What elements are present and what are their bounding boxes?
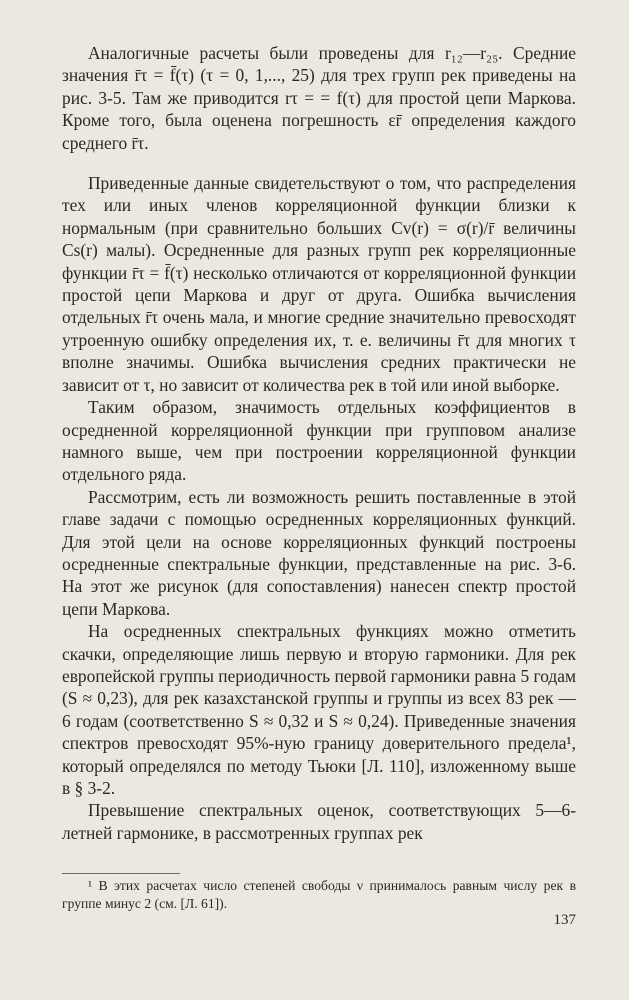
paragraph: На осредненных спектральных функциях можно отметить скачки, определяющие лишь первую и вторую гармоники. Для рек европейской группы периодичность первой гармоники равна 5 годам (S ≈ 0,23), для рек казахстанской группы и группы из всех 83 рек — 6 годам (соответственно S ≈ 0,32 и S ≈ 0,24). Приведенные значения спектров превосходят 95%-ную границу доверительного предела¹, который определялся по методу Тьюки [Л. 110], изложенному выше в § 3-2. bbox=[62, 621, 576, 798]
paragraph: Аналогичные расчеты были проведены для r₁₂—r₂₅. Средние значения r̄τ = f̄(τ) (τ = 0, 1,..., 25) для трех групп рек приведены на рис. 3-5. Там же приводится rτ = = f(τ) для простой цепи Маркова. Кроме того, была оценена погрешность εr̄ определения каждого среднего r̄τ. bbox=[62, 43, 576, 153]
paragraph: Приведенные данные свидетельствуют о том, что распределения тех или иных членов корреляционной функции близки к нормальным (при сравнительно больших Cv(r) = σ(r)/r̄ величины Cs(r) малы). Осредненные для разных групп рек корреляционные функции r̄τ = f̄(τ) несколько отличаются от корреляционной функции простой цепи Маркова и друг от друга. Ошибка вычисления отдельных r̄τ очень мала, и многие средние значительно превосходят утроенную ошибку определения их, т. е. величины r̄τ для многих τ вполне значимы. Ошибка вычисления средних практически не зависит от τ, но зависит от количества рек в той или иной выборке. bbox=[62, 173, 576, 395]
paragraph: Таким образом, значимость отдельных коэффициентов в осредненной корреляционной функции при групповом анализе намного выше, чем при построении корреляционной функции отдельного ряда. bbox=[62, 397, 576, 485]
page-number: 137 bbox=[553, 912, 576, 928]
footnote-divider bbox=[62, 873, 180, 874]
paragraph: Рассмотрим, есть ли возможность решить поставленные в этой главе задачи с помощью осредненных корреляционных функций. Для этой цели на основе корреляционных функций построены осредненные спектральные функции, представленные на рис. 3-6. На этот же рисунок (для сопоставления) нанесен спектр простой цепи Маркова. bbox=[62, 486, 576, 619]
footnote: ¹ В этих расчетах число степеней свободы ν принималось равным числу рек в группе минус 2 (см. [Л. 61]). bbox=[62, 878, 576, 911]
paragraph: Превышение спектральных оценок, соответствующих 5—6-летней гармонике, в рассмотренных группах рек bbox=[62, 800, 576, 843]
page-body bbox=[62, 42, 576, 844]
